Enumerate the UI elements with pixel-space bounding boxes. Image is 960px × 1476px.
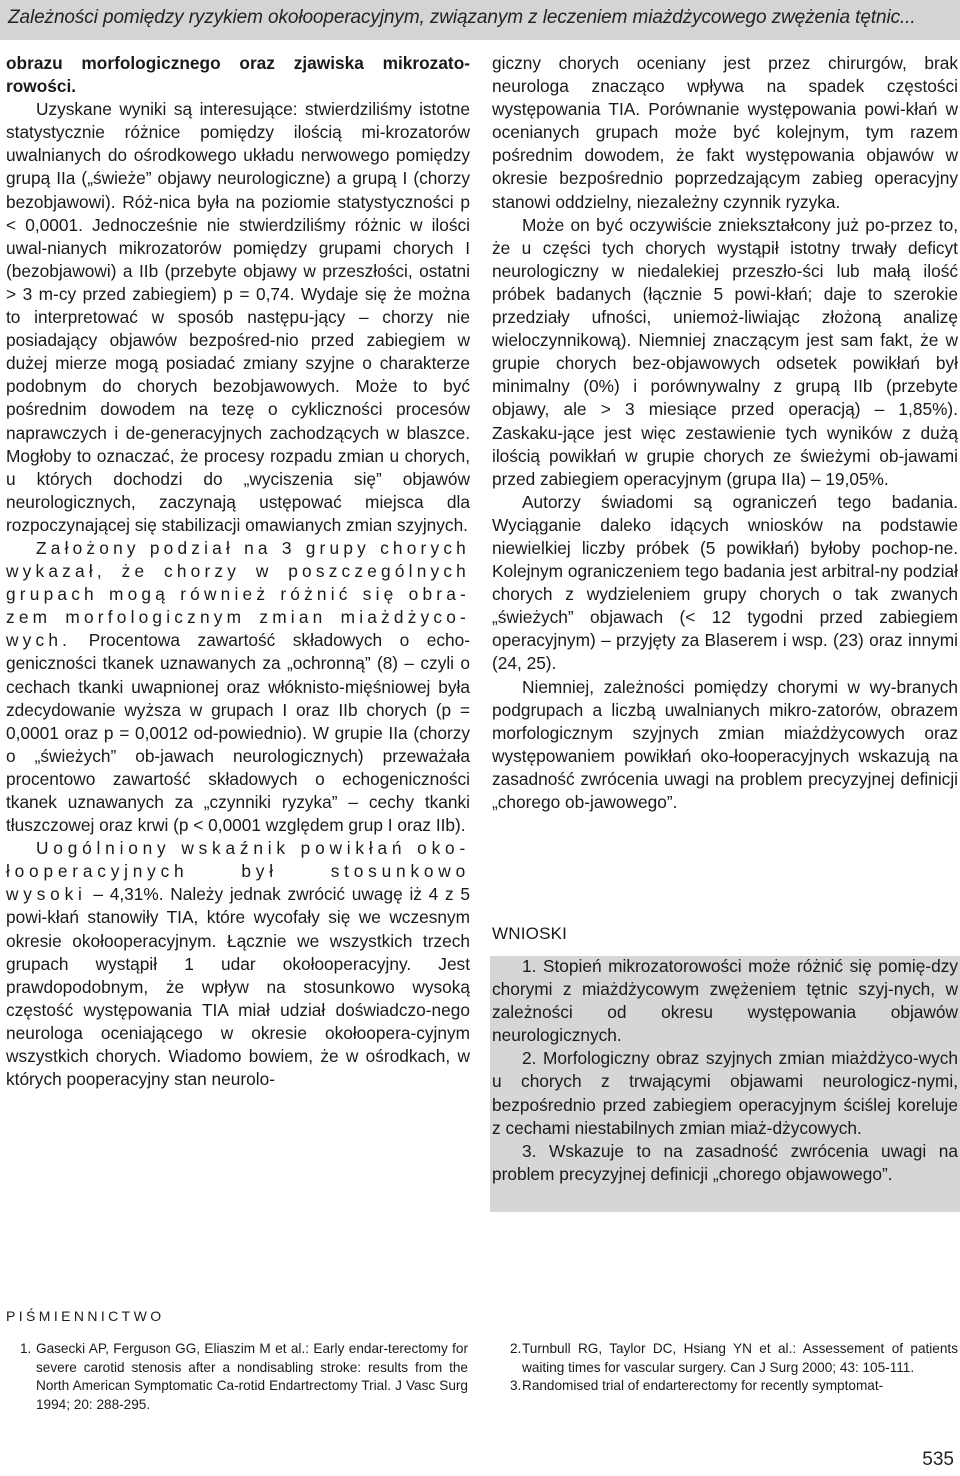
spaced-emphasis-2: Uogólniony wskaźnik powikłań oko-łooperacyjnych był stosunkowo wysoki (6, 838, 470, 905)
paragraph-right-1: giczny chorych oceniany jest przez chirurgów, brak neurologa znacząco wpływa na spadek częstości występowania TIA. Porównanie występowania powi-kłań w ocenianych grupach może być kolejnym, tym razem pośrednim dowodem, że fakt występowania objawów w okresie bezpośrednio poprzedzającym zabieg operacyjny stanowi oddzielny, niezależny czynnik ryzyka. (492, 53, 958, 212)
conclusions-list (492, 955, 958, 1186)
paragraph-left-3 (6, 537, 470, 837)
right-column (492, 52, 958, 814)
reference-number: 2. (510, 1341, 522, 1356)
spaced-emphasis-1: Założony podział na 3 grupy chorych wykazał, że chorzy w poszczególnych grupach mogą również różnić się obra-zem morfologicznym zmian miażdżyco-wych. (6, 537, 470, 651)
running-header (0, 0, 960, 40)
conclusion-item-1: 1. Stopień mikrozatorowości może różnić się pomię-dzy chorymi z miażdżycowym zwężeniem tętnic szyj-nych, w zależności od okresu występowania objawów neurologicznych. (492, 956, 958, 1046)
reference-item (492, 1340, 958, 1377)
reference-text: Gasecki AP, Ferguson GG, Eliaszim M et al.: Early endar-terectomy for severe carotid stenosis after a nondisabling stroke: results from the North American Symptomatic Ca-rotid Endartrectomy Trial. J Vasc Surg 1994; 20: 288-295. (36, 1341, 468, 1412)
reference-item (492, 1377, 958, 1396)
reference-text: Turnbull RG, Taylor DC, Hsiang YN et al.: Assessement of patients waiting times for vascular surgery. Can J Surg 2000; 43: 105-111. (522, 1341, 958, 1375)
left-column (6, 52, 470, 1091)
paragraph-left-2: Uzyskane wyniki są interesujące: stwierdziliśmy istotne statystycznie różnice pomiędzy ilością mi-krozatorów uwalnianych do ośrodkowego układu nerwowego pomiędzy grupą IIa („świeże” objawy neurologiczne) a grupą I (chorzy bezobjawowi). Róż-nica była na poziomie statystyczności p < 0,0001. Jednocześnie nie stwierdziliśmy różnic w ilości uwal-nianych mikrozatorów pomiędzy grupami chorych I (bezobjawowi) a IIb (przebyte objawy w przeszłości, ostatni > 3 m-cy przed zabiegiem) p = 0,74. Wydaje się że można to interpretować w sposób następu-jący – chorzy nie posiadający objawów bezpośred-nio przed zabiegiem w dużej mierze mogą posiadać zmiany szyjne o charakterze podobnym do chorych bezobjawowych. Może to być pośrednim dowodem na tezę o cykliczności procesów naprawczych i de-generacyjnych zachodzących w blaszce. Mogłoby to oznaczać, że procesy rozpadu zmian u chorych, u których dochodzi do „wyciszenia się” objawów neurologicznych, zaczynają ustępować miejsca dla rozpoczynającej się stabilizacji omawianych zmian szyjnych. (6, 99, 470, 535)
references-right (492, 1340, 958, 1396)
references-left (6, 1340, 468, 1414)
paragraph-right-3: Autorzy świadomi są ograniczeń tego badania. Wyciąganie daleko idących wniosków na podstawie niewielkiej liczby próbek (5 powikłań) byłoby pochop-ne. Kolejnym ograniczeniem tego badania jest arbitral-ny podział chorych z wydzieleniem grupy chorych o tak zwanych „świeżych” objawach (< 12 tygodni przed zabiegiem operacyjnym) – przyjęty za Blaserem i wsp. (23) oraz innymi (24, 25). (492, 491, 958, 674)
paragraph-right-4: Niemniej, zależności pomiędzy chorymi w wy-branych podgrupach a liczbą uwalnianych mikro-zatorów, obrazem morfologicznym szyjnych zmian miażdżycowych oraz występowaniem powikłań oko-łooperacyjnych wskazują na zasadność zwrócenia uwagi na problem precyzyjnej definicji „chorego ob-jawowego”. (492, 676, 958, 812)
paragraph-left-4 (6, 837, 470, 1091)
paragraph-right-2: Może on być oczywiście zniekształcony już po-przez to, że u części tych chorych wystąpił istotny trwały deficyt neurologiczny w niedalekiej przeszło-ści lub małą ilość próbek badanych (łącznie 5 powi-kłań; daje to szerokie przedziały ufności, uniemoż-liwiając złożoną analizę wieloczynnikową). Niemniej znaczącym jest sam fakt, że w grupie chorych bez-objawowych odsetek powikłań był minimalny (0%) i porównywalny z grupą IIb (przebyte objawy, ale > 3 miesiące przed operacją) – 1,85%). Zaskaku-jące jest więc zestawienie tych wyników z dużą ilością powikłań w grupie chorych ze świeżymi ob-jawami przed zabiegiem operacyjnym (grupa IIa) – 19,05%. (492, 214, 958, 489)
page-number: 535 (922, 1449, 954, 1470)
reference-number: 1. (20, 1341, 32, 1356)
running-title: Zależności pomiędzy ryzykiem okołooperacyjnym, związanym z leczeniem miażdżycowego zwężenia tętnic... (8, 7, 916, 28)
references-heading: PIŚMIENNICTWO (6, 1308, 165, 1324)
reference-number: 3. (510, 1378, 522, 1394)
paragraph-left-1: obrazu morfologicznego oraz zjawiska mikrozato-rowości. (6, 53, 470, 97)
paragraph-left-4-rest: – 4,31%. Należy jednak zwrócić uwagę iż 4 z 5 powi-kłań stanowiły TIA, które wycofały się we wczesnym okresie okołooperacyjnym. Łącznie we wszystkich trzech grupach wystąpił 1 udar okołooperacyjny. Jest prawdopodobnym, że wpływ na stosunkowo wysoką częstość występowania TIA miał udział doświadczo-nego neurologa oceniającego w okresie okołoopera-cyjnym wszystkich chorych. Wiadomo bowiem, że w ośrodkach, w których pooperacyjny stan neurolo- (6, 884, 470, 1090)
reference-item (6, 1340, 468, 1414)
conclusions-heading: WNIOSKI (492, 924, 568, 943)
reference-text: Randomised trial of endarterectomy for recently symptomat- (522, 1378, 884, 1394)
conclusion-item-3: 3. Wskazuje to na zasadność zwrócenia uwagi na problem precyzyjnej definicji „chorego objawowego”. (492, 1140, 958, 1184)
conclusion-item-2: 2. Morfologiczny obraz szyjnych zmian miażdżyco-wych u chorych z trwającymi objawami neurologicz-nymi, bezpośrednio przed zabiegiem operacyjnym ściślej koreluje z cechami niestabilnych zmian miaż-dżycowych. (492, 1048, 958, 1138)
paragraph-left-3-rest: Procentowa zawartość składowych o echo-geniczności tkanek uznawanych za „ochronną” (8) – czyli o cechach tkanki uwapnionej oraz włóknisto-mięśniowej była zdecydowanie wyższa w grupach I oraz IIb chorych (p = 0,0001 oraz p = 0,0012 od-powiednio). W grupie IIa (chorzy o „świeżych” ob-jawach neurologicznych) przeważała procentowo zawartość składowych o echogeniczności tkanek uznawanych za „czynniki ryzyka” – cechy tkanki tłuszczowej oraz krwi (p < 0,0001 względem grup I oraz IIb). (6, 630, 470, 836)
